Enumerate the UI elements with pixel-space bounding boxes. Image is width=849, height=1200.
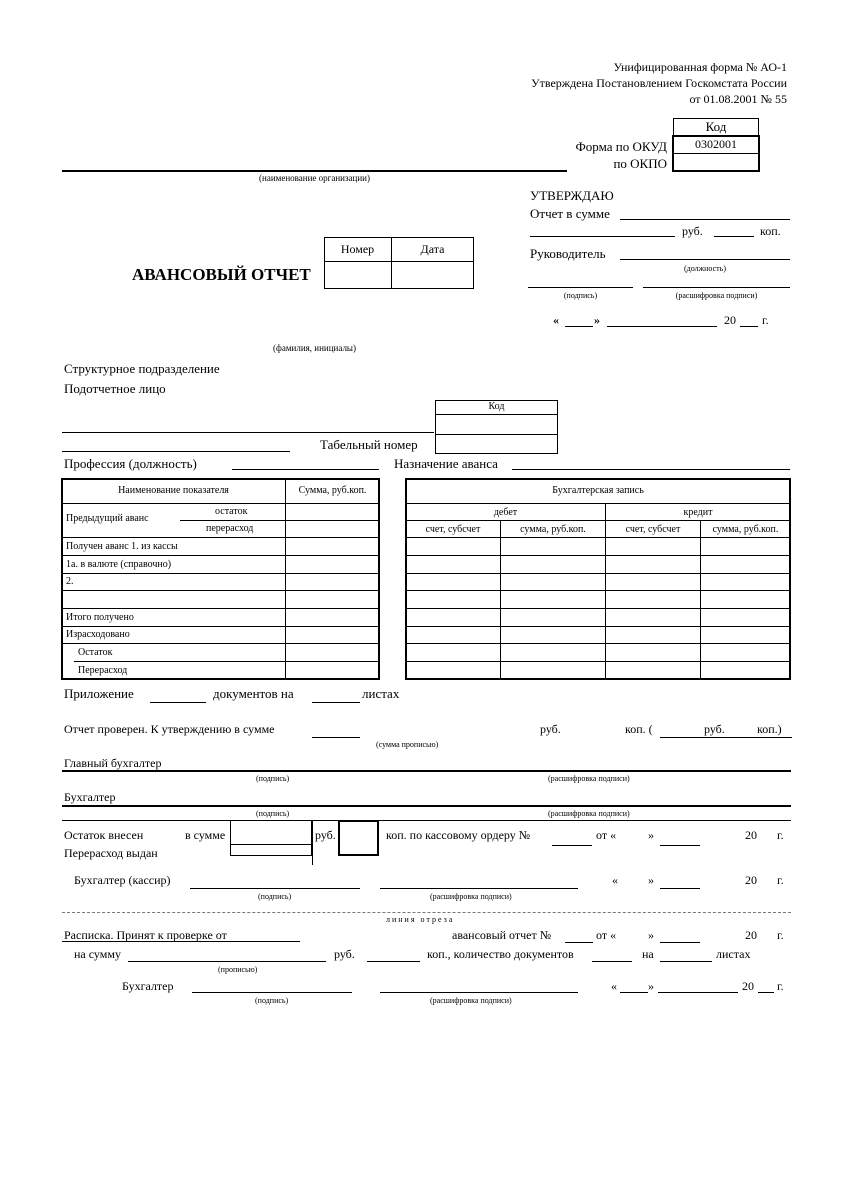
rub-short-label: руб. [315, 828, 336, 842]
close-quote: » [648, 873, 654, 887]
cash-order-month-line[interactable] [660, 845, 700, 846]
head-label: Руководитель [530, 246, 606, 261]
for-sum-label: на сумму [74, 947, 121, 961]
document-date-field[interactable] [393, 263, 472, 287]
cashier-month-line[interactable] [660, 888, 700, 889]
accountant-label: Бухгалтер [64, 790, 116, 804]
date-quote-open: « [553, 313, 559, 327]
year-suffix: г. [777, 928, 784, 942]
approve-year-line[interactable] [740, 326, 758, 327]
remainder-kop-box[interactable] [338, 820, 379, 856]
remainder-deposited-label: Остаток внесен [64, 828, 144, 842]
checked-sum-words-line[interactable] [660, 737, 792, 738]
kod-label: Код [705, 119, 727, 134]
sheets-label: листах [716, 947, 751, 961]
accounting-entry-header: Бухгалтерская запись [552, 485, 644, 496]
year-prefix: 20 [724, 313, 736, 327]
row-label: Израсходовано [66, 629, 130, 640]
chief-accountant-line[interactable] [62, 770, 791, 772]
purpose-label: Назначение аванса [394, 456, 498, 471]
year-prefix: 20 [745, 928, 757, 942]
approve-title: УТВЕРЖДАЮ [530, 188, 614, 203]
accountant2-month-line[interactable] [658, 992, 738, 993]
row-label: 1а. в валюте (справочно) [66, 559, 172, 570]
accountant2-year-line[interactable] [758, 992, 774, 993]
from-label: от « [596, 928, 617, 942]
accountable-line[interactable] [62, 432, 434, 433]
attachment-label: Приложение [64, 686, 134, 701]
in-sum-label: в сумме [185, 828, 226, 842]
date-quote-close: » [594, 313, 600, 327]
profession-label: Профессия (должность) [64, 456, 197, 471]
date-label: Дата [420, 242, 445, 256]
signature-caption: (подпись) [563, 291, 598, 300]
signature-caption: (подпись) [256, 809, 290, 818]
decode-caption: (расшифровка подписи) [430, 996, 512, 1005]
report-sum-line[interactable] [620, 219, 790, 220]
kop-open-label: коп. ( [625, 722, 653, 736]
report-sum-words-line[interactable] [530, 236, 675, 237]
docs-count-label: коп., количество документов [427, 947, 574, 961]
quote-open: « [611, 979, 617, 993]
report-sum-label: Отчет в сумме [530, 206, 610, 221]
accountant2-decode-line[interactable] [380, 992, 578, 993]
kop-line[interactable] [714, 236, 754, 237]
row-label: 2. [66, 576, 74, 587]
docs-on-label: документов на [213, 686, 294, 701]
profession-line[interactable] [232, 469, 379, 470]
cut-line-label: линия отреза [386, 915, 455, 924]
receipt-month-line[interactable] [660, 942, 700, 943]
checked-sum-line[interactable] [312, 737, 360, 738]
receipt-label: Расписка. Принят к проверке от [64, 928, 227, 942]
receipt-kop-line[interactable] [367, 961, 420, 962]
docs-count-line[interactable] [592, 961, 632, 962]
okpo-label: по ОКПО [613, 156, 667, 171]
attachment-count-line[interactable] [150, 702, 206, 703]
advance-report-no-label: авансовый отчет № [452, 928, 552, 942]
chief-accountant-label: Главный бухгалтер [64, 756, 162, 770]
close-quote: » [648, 928, 654, 942]
accountant-line[interactable] [62, 805, 791, 807]
rub-label: руб. [334, 947, 355, 961]
row-label: Итого получено [66, 612, 134, 623]
accountant-cashier-label: Бухгалтер (кассир) [74, 873, 171, 887]
col-name-header: Наименование показателя [118, 485, 229, 496]
from-label: от « [596, 828, 617, 842]
col-sum-header: Сумма, руб.коп. [298, 485, 367, 496]
quote-open: « [612, 873, 618, 887]
accountant2-label: Бухгалтер [122, 979, 174, 993]
decode-caption: (расшифровка подписи) [675, 291, 758, 300]
signature-caption: (подпись) [255, 996, 289, 1005]
year-prefix: 20 [745, 873, 757, 887]
year-prefix: 20 [745, 828, 757, 842]
sheets-count-line[interactable] [312, 702, 360, 703]
year-suffix: г. [777, 873, 784, 887]
year-suffix: г. [777, 979, 784, 993]
overspend-issued-label: Перерасход выдан [64, 846, 158, 860]
row-label: Остаток [78, 647, 113, 658]
prev-advance-label: Предыдущий аванс [66, 513, 149, 524]
head-decode-line[interactable] [643, 287, 790, 288]
signature-caption: (подпись) [258, 892, 292, 901]
tab-number-field[interactable] [436, 435, 557, 453]
cash-order-number-line[interactable] [552, 845, 592, 846]
credit-account-header: счет, субсчет [625, 524, 681, 535]
position-caption: (должность) [684, 264, 726, 273]
person-kod-label: Код [488, 401, 505, 412]
remainder-rub-box[interactable] [230, 820, 312, 856]
fio-caption: (фамилия, инициалы) [273, 343, 356, 353]
accountable-label: Подотчетное лицо [64, 381, 166, 396]
ostatok-label: остаток [215, 506, 248, 517]
receipt-sum-words-line[interactable] [128, 961, 326, 962]
decode-caption: (расшифровка подписи) [548, 809, 630, 818]
cashier-decode-line[interactable] [380, 888, 578, 889]
division-code-field[interactable] [436, 415, 557, 433]
form-name: Унифицированная форма № АО-1 [613, 60, 787, 74]
purpose-line[interactable] [512, 469, 790, 470]
words-caption: (прописью) [218, 965, 258, 974]
kod-header-cell [673, 118, 759, 136]
close-quote: » [648, 979, 654, 993]
year-suffix: г. [777, 828, 784, 842]
approved-by: Утверждена Постановлением Госкомстата России [531, 76, 787, 90]
accountant2-day-line[interactable] [620, 992, 648, 993]
debit-sum-header: сумма, руб.коп. [520, 524, 586, 535]
cut-line [62, 912, 791, 913]
tab-number-label: Табельный номер [320, 437, 418, 452]
cash-order-label: коп. по кассовому ордеру № [386, 828, 531, 842]
rub2-label: руб. [704, 722, 725, 736]
signature-caption: (подпись) [256, 774, 290, 783]
okud-label: Форма по ОКУД [575, 139, 667, 154]
credit-sum-header: сумма, руб.коп. [712, 524, 779, 535]
rub-label: руб. [682, 224, 703, 238]
receipt-name-line[interactable] [62, 941, 300, 942]
year-suffix: г. [762, 313, 769, 327]
approve-month-line[interactable] [607, 326, 717, 327]
credit-header: кредит [683, 507, 713, 518]
head-signature-line[interactable] [528, 287, 633, 288]
on-label: на [642, 947, 654, 961]
document-title: АВАНСОВЫЙ ОТЧЕТ [132, 265, 311, 284]
org-caption: (наименование организации) [259, 173, 370, 183]
receipt-number-line[interactable] [565, 942, 593, 943]
cashier-signature-line[interactable] [190, 888, 360, 889]
sum-words-caption: (сумма прописью) [376, 740, 439, 749]
decode-caption: (расшифровка подписи) [548, 774, 630, 783]
receipt-sheets-line[interactable] [660, 961, 712, 962]
row-label: Перерасход [78, 665, 128, 676]
approve-day-line[interactable] [565, 326, 593, 327]
head-position-line[interactable] [620, 259, 790, 260]
checked-label: Отчет проверен. К утверждению в сумме [64, 722, 275, 736]
org-name-line[interactable] [62, 170, 567, 172]
rub-label: руб. [540, 722, 561, 736]
number-label: Номер [340, 242, 375, 256]
year-prefix: 20 [742, 979, 754, 993]
okud-value[interactable]: 0302001 [695, 137, 737, 151]
sheets-label: листах [362, 686, 400, 701]
debit-account-header: счет, субсчет [425, 524, 481, 535]
document-number-field[interactable] [326, 263, 389, 287]
row-label: Получен аванс 1. из кассы [66, 541, 178, 552]
kop-label: коп. [760, 224, 781, 238]
pererashod-label: перерасход [206, 523, 254, 534]
kop-close-label: коп.) [757, 722, 782, 736]
accountant2-signature-line[interactable] [192, 992, 352, 993]
division-label: Структурное подразделение [64, 361, 220, 376]
debit-header: дебет [493, 507, 518, 518]
decode-caption: (расшифровка подписи) [430, 892, 512, 901]
approved-date: от 01.08.2001 № 55 [689, 92, 787, 106]
close-quote: » [648, 828, 654, 842]
accountable-line-2[interactable] [62, 451, 290, 452]
